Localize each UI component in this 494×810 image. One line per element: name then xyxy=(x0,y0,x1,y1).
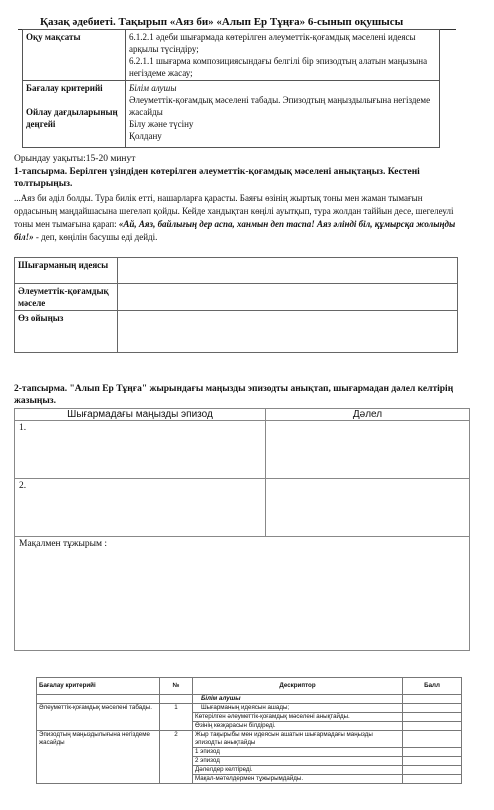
summary-label: Мақалмен тұжырым : xyxy=(19,539,108,549)
evidence-row-2[interactable] xyxy=(266,479,470,537)
criteria-label: Бағалау критерийі xyxy=(26,83,103,93)
episode-row-1[interactable]: 1. xyxy=(15,421,266,479)
task1-table xyxy=(14,257,458,353)
criteria-text: Әлеуметтік-қоғамдық мәселені табады. Эпизодтың маңыздылығына негіздеме жасайды xyxy=(129,95,431,117)
skills-item: Білу және түсіну xyxy=(129,119,194,129)
rubric-criterion-1: Әлеуметтік-қоғамдық мәселені табады. xyxy=(37,704,160,731)
rubric-col-num: № xyxy=(160,678,193,695)
time-text: Орындау уақыты:15-20 минут xyxy=(14,154,136,164)
rubric-criterion-2: Эпизодтың маңыздылығына негіздеме жасайды xyxy=(37,731,160,784)
task1-heading: 1-тапсырма. Берілген үзіндіден көтерілген әлеуметтік-қоғамдық мәселені анықтаңыз. Кестені толтырыңыз. xyxy=(14,167,420,189)
rubric-desc: Шығарманың идеясын ашады; xyxy=(193,704,403,713)
row-issue-label: Әлеуметтік-қоғамдық мәселе xyxy=(15,284,118,311)
objectives-table xyxy=(22,29,440,148)
rubric-desc: Жыр тақырыбы мен идеясын ашатын шығармадағы маңызды эпизодты анықтайды xyxy=(193,731,403,748)
col-evidence-header: Дәлел xyxy=(266,409,470,421)
criteria-cell xyxy=(23,81,126,148)
goal-item: 6.2.1.1 шығарма композициясындағы белгілі бір эпизодтың алатын маңызына негіздеме жасау; xyxy=(129,56,428,78)
goal-item: 6.1.2.1 әдеби шығармада көтерілген әлеуметтік-қоғамдық мәселені идеясы арқылы түсіндіру; xyxy=(129,32,416,54)
rubric-col-descriptor: Дескриптор xyxy=(193,678,403,695)
rubric-col-criteria: Бағалау критерийі xyxy=(37,678,160,695)
rubric-table xyxy=(36,677,462,784)
paragraph-quote: «Ай, Аяз, байлығың дер аспа, ханмын деп таспа! Аяз әлінді біл, құмырсқа жолыңды біл!» xyxy=(14,219,456,242)
col-episode-header: Шығармадағы маңызды эпизод xyxy=(15,409,266,421)
criteria-content xyxy=(126,81,440,148)
task2-table xyxy=(14,408,470,651)
skills-item: Қолдану xyxy=(129,131,162,141)
row-opinion-answer[interactable] xyxy=(118,311,458,353)
evidence-row-1[interactable] xyxy=(266,421,470,479)
row-opinion-label: Өз ойыңыз xyxy=(15,311,118,353)
rubric-num-1: 1 xyxy=(160,704,193,731)
paragraph-plain: ...Аяз би әділ болды. Тура билік етті, нашарларға қарасты. Баяғы өзінің жыртық тоны мен жаман тымағын ордасының маңдайшасына шегеләп қойды. Кейде хандықтан көңілі ауытқып, тура жолдан таййын десе, шегелеулі тоны мен тымағына қарап: xyxy=(14,193,454,229)
task1-paragraph xyxy=(14,192,464,244)
summary-cell[interactable] xyxy=(15,537,470,651)
skills-label: Ойлау дағдыларының деңгейі xyxy=(26,107,118,129)
goal-cell xyxy=(126,30,440,81)
rubric-desc: Өзінің көзқарасын білдіреді. xyxy=(193,722,403,731)
rubric-num-2: 2 xyxy=(160,731,193,784)
episode-row-2[interactable]: 2. xyxy=(15,479,266,537)
paragraph-end: - деп, көңілін басушы еді дейді. xyxy=(35,232,158,242)
row-idea-label: Шығарманың идеясы xyxy=(15,258,118,284)
rubric-desc: 1 эпизод xyxy=(193,748,403,757)
rubric-desc: 2 эпизод xyxy=(193,757,403,766)
row-issue-answer[interactable] xyxy=(118,284,458,311)
row-idea-answer[interactable] xyxy=(118,258,458,284)
goal-label: Оқу мақсаты xyxy=(23,30,126,81)
criteria-header: Білім алушы xyxy=(129,83,177,93)
rubric-col-points: Балл xyxy=(403,678,462,695)
rubric-learner: Білім алушы xyxy=(193,695,403,704)
page-title: Қазақ әдебиеті. Тақырып «Аяз би» «Алып Ер Тұңға» 6-сынып оқушысы xyxy=(40,16,404,28)
rubric-desc: Дәлелдер келтіреді. xyxy=(193,766,403,775)
task2-heading: 2-тапсырма. "Алып Ер Тұңға" жырындағы маңызды эпизодты анықтап, шығармадан дәлел келтірің жазыңыз. xyxy=(14,384,454,406)
rubric-desc: Мақал-мәтелдермен тұжырымдайды. xyxy=(193,775,403,784)
rubric-desc: Көтерілген әлеуметтік-қоғамдық мәселені анықтайды. xyxy=(193,713,403,722)
